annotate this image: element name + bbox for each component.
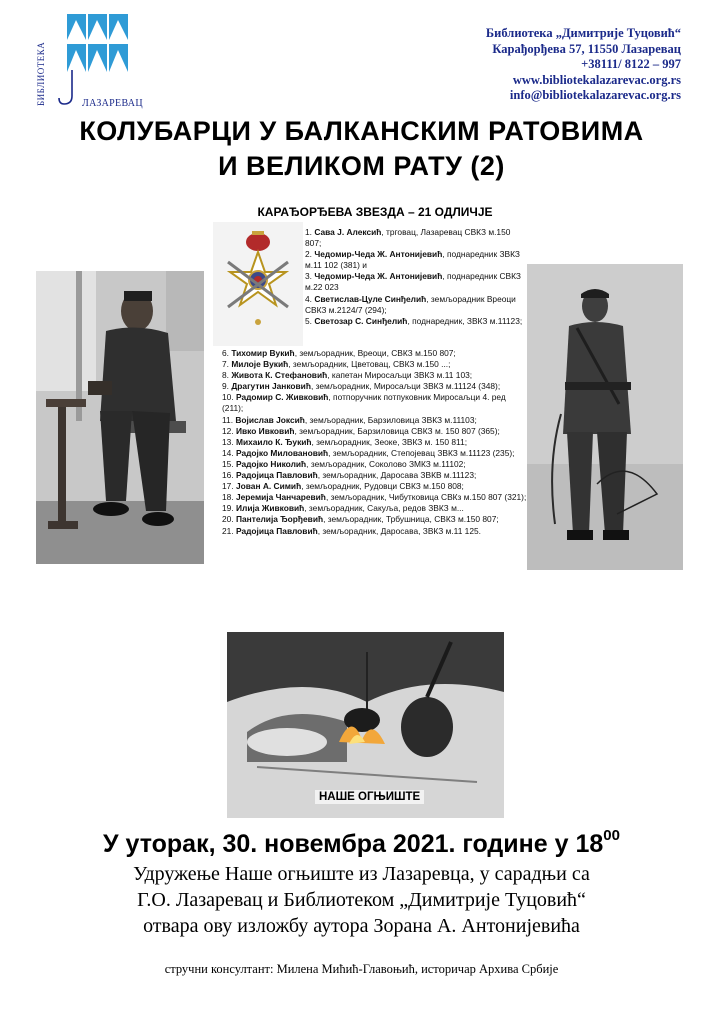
consultant-credit: стручни консултант: Милена Мићић-Главоњић, историчар Архива Србије xyxy=(164,962,559,976)
event-time-superscript: 00 xyxy=(603,827,620,844)
list-item: 1. Сава Ј. Алексић, трговац, Лазаревац СВКЗ м.150 807; xyxy=(305,227,511,249)
list-item: 3. Чедомир-Чеда Ж. Антонијевић, поднаредник СВКЗ м.22 023 xyxy=(305,271,521,293)
our-hearth-photo xyxy=(227,632,504,818)
list-item: 19. Илија Живковић, земљорадник, Сакуља, редов ЗВКЗ м... xyxy=(222,503,464,514)
contact-website[interactable]: www.bibliotekalazarevac.org.rs xyxy=(512,72,681,87)
list-item: 2. Чедомир-Чеда Ж. Антонијевић, поднаредник ЗВКЗ м.11 102 (381) и xyxy=(305,249,520,271)
contact-phone[interactable]: +38111/ 8122 – 997 xyxy=(581,57,681,71)
logo-side-text: БИБЛИОТЕКА xyxy=(36,41,46,106)
list-item: 5. Светозар С. Синђелић, поднаредник, ЗВКЗ м.11123; xyxy=(305,315,523,326)
list-item: 20. Пантелија Ђорђевић, земљорадник, Трбушница, СВКЗ м.150 807; xyxy=(222,514,499,525)
hearth-label: НАШЕ ОГЊИШТЕ xyxy=(315,790,424,804)
karadjordje-star-medal-photo xyxy=(213,222,303,346)
list-item: 7. Милоје Вукић, земљорадник, Цветовац, СВКЗ м.150 ...; xyxy=(222,359,451,370)
list-item: 6. Тихомир Вукић, земљорадник, Вреоци, СВКЗ м.150 807; xyxy=(222,348,456,358)
list-item: 13. Михаило К. Ђукић, земљорадник, Зеоке, ЗВКЗ м. 150 811; xyxy=(222,436,468,447)
list-item: 14. Радојко Миловановић, земљорадник, Степојевац ЗВКЗ м.11123 (235); xyxy=(222,447,515,458)
list-item: 11. Војислав Јоксић, земљорадник, Барзиловица ЗВКЗ м.11103; xyxy=(222,414,477,425)
contact-library-name: Библиотека „Димитрије Туцовић“ xyxy=(485,26,681,40)
recipients-list-bottom xyxy=(222,348,528,537)
medal-icon xyxy=(213,222,303,346)
standing-soldier-photo xyxy=(527,264,683,570)
seated-soldier-photo xyxy=(36,271,204,564)
list-item: 17. Јован А. Симић, земљорадник, Рудовци СВКЗ м.150 808; xyxy=(222,481,464,492)
section-heading: КАРАЂОРЂЕВА ЗВЕЗДА – 21 ОДЛИЧЈЕ xyxy=(257,205,493,219)
logo-tiles-icon xyxy=(67,14,129,74)
library-logo xyxy=(36,10,143,110)
event-date xyxy=(0,827,723,859)
standing-soldier-image xyxy=(527,264,683,570)
logo-hook-icon xyxy=(58,70,82,106)
seated-soldier-image xyxy=(36,271,204,564)
list-item: 9. Драгутин Јанковић, земљорадник, Миросаљци ЗВКЗ м.11124 (348); xyxy=(222,381,501,392)
list-item: 4. Светислав-Цуле Синђелић, земљорадник Вреоци СВКЗ м.2124/7 (294); xyxy=(305,293,516,315)
list-item: 18. Јеремија Чанчаревић, земљорадник, Чибутковица СВКз м.150 807 (321); xyxy=(222,492,527,503)
contact-block xyxy=(441,26,681,104)
contact-address: Карађорђева 57, 11550 Лазаревац xyxy=(492,41,681,56)
contact-email[interactable]: info@bibliotekalazarevac.org.rs xyxy=(509,88,681,102)
event-organizer-line: Удружење Наше огњиште из Лазаревца, у сарадњи са xyxy=(133,863,590,885)
event-date-main: У уторак, 30. новембра 2021. године у 18 xyxy=(103,830,604,858)
event-author-line: отвара ову изложбу аутора Зорана А. Антонијевића xyxy=(143,915,580,937)
list-item: 10. Радомир С. Живковић, потпоручник потпуковник Миросаљци 4. ред (211); xyxy=(222,392,506,414)
page-title-line-1: КОЛУБАРЦИ У БАЛКАНСКИМ РАТОВИМА xyxy=(79,116,644,146)
logo-bottom-text: ЛАЗАРЕВАЦ xyxy=(82,98,143,109)
event-partners-line: Г.О. Лазаревац и Библиотеком „Димитрије Туцовић“ xyxy=(137,889,586,911)
list-item: 12. Ивко Ивковић, земљорадник, Барзиловица СВКЗ м. 150 807 (365); xyxy=(222,425,500,436)
list-item: 8. Живота К. Стефановић, капетан Миросаљци ЗВКЗ м.11 103; xyxy=(222,370,473,381)
page-title-line-2: И ВЕЛИКОМ РАТУ (2) xyxy=(218,151,505,181)
list-item: 16. Радојица Павловић, земљорадник, Даросава ЗВКВ м.11123; xyxy=(222,470,477,481)
list-item: 21. Радојица Павловић, земљорадник, Даросава, ЗВКЗ м.11 125. xyxy=(222,525,481,536)
list-item: 15. Радојко Николић, земљорадник, Соколово ЗМКЗ м.11102; xyxy=(222,458,466,469)
recipients-list-top xyxy=(305,227,527,327)
